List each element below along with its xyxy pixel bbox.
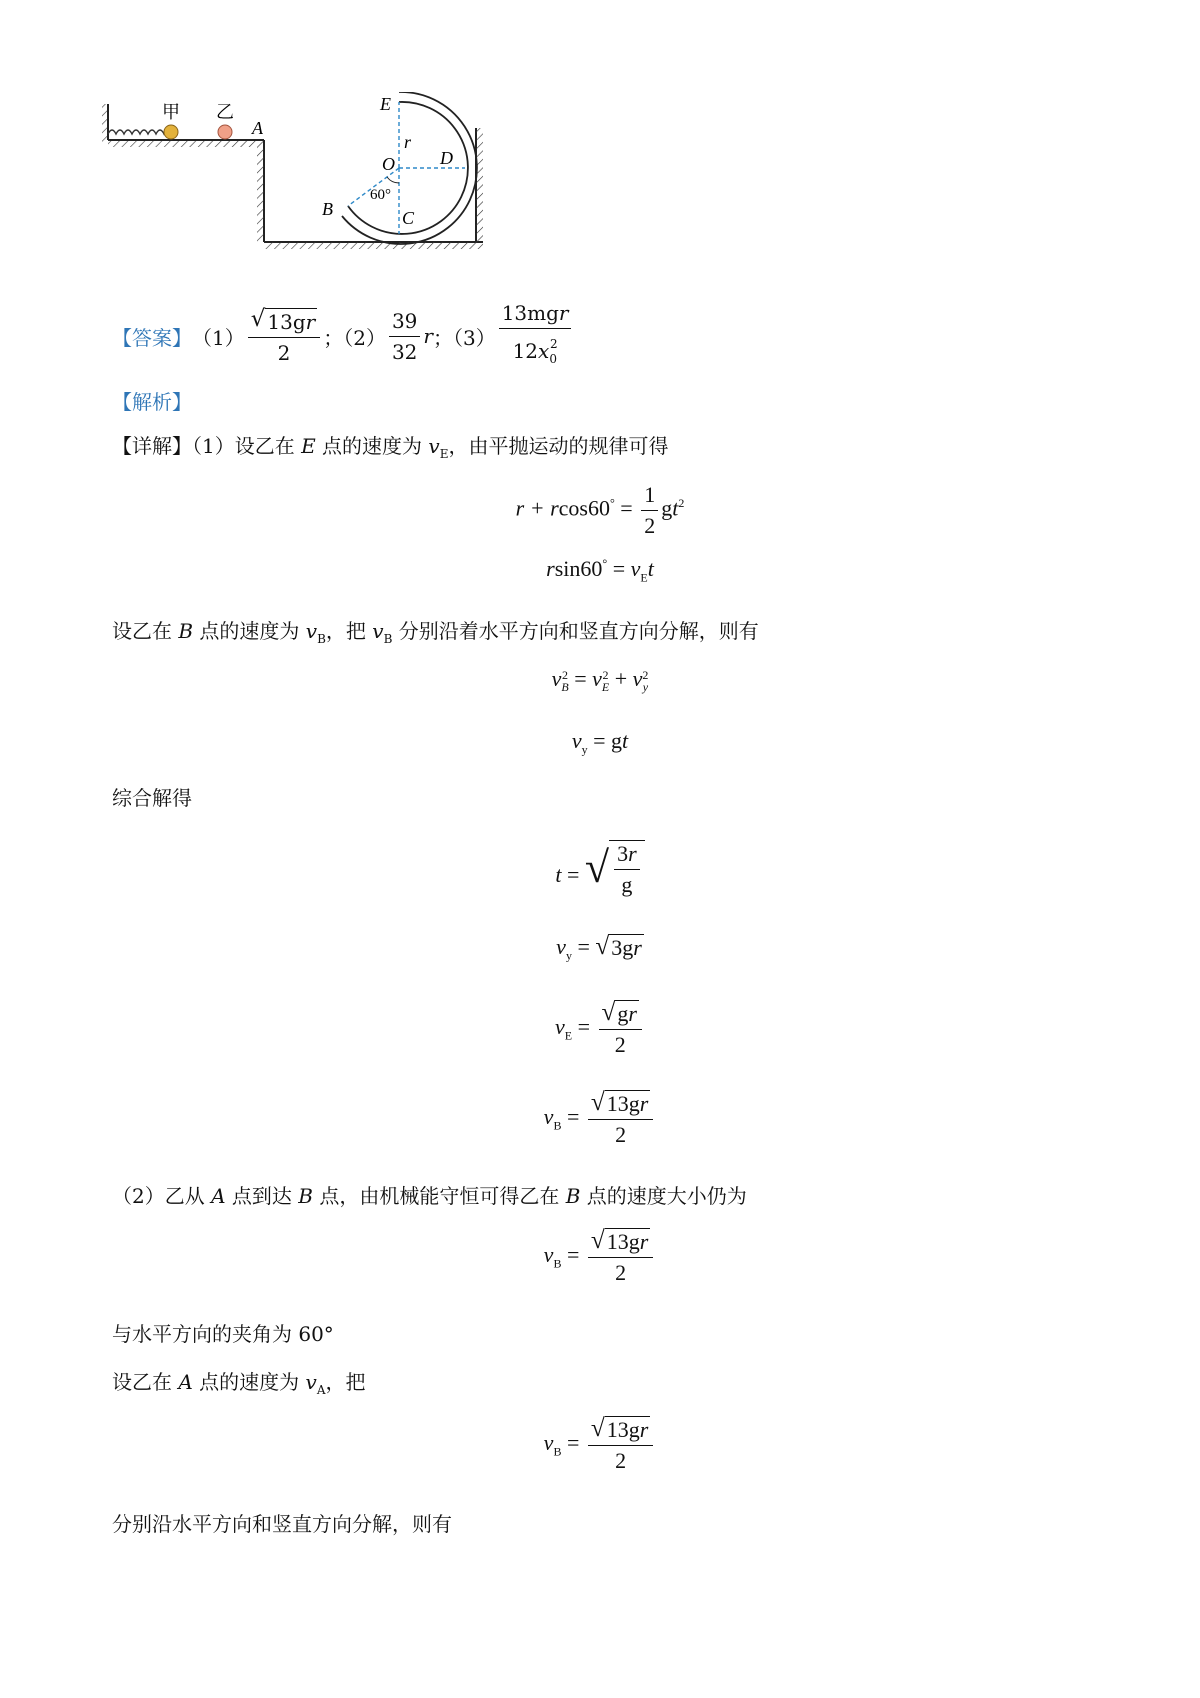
eq7-v: v [555, 1014, 565, 1040]
detail-label: 【详解】 [112, 434, 192, 458]
eq10-sB: B [553, 1444, 562, 1459]
eq1-g: g [661, 495, 673, 521]
text-line-6 [112, 1368, 366, 1404]
eq1-fraction [641, 482, 658, 539]
eq5-r: r [628, 841, 637, 866]
text-line-7: 分别沿水平方向和竖直方向分解，则有 [112, 1512, 452, 1536]
text-line-2 [112, 617, 759, 653]
eq9-v: v [543, 1242, 554, 1268]
eq6-r: r [633, 935, 642, 960]
equation-1 [0, 482, 1200, 539]
text2-s1: B [317, 632, 326, 646]
eq1-den: 2 [644, 513, 656, 538]
equation-10 [0, 1416, 1200, 1474]
eq3-sE: E [601, 679, 610, 694]
eq10-v: v [543, 1430, 554, 1456]
text2-c: ，把 [325, 619, 373, 643]
text6-s: A [316, 1383, 326, 1397]
eq6-v: v [556, 934, 566, 959]
label-A: A [252, 118, 263, 138]
eq1-equals: = [614, 495, 639, 521]
eq9-fraction: √ 13gr 2 [588, 1228, 653, 1286]
eq9-r: r [639, 1229, 649, 1254]
text6-v: v [305, 1370, 317, 1394]
eq3-sup3: 2 [642, 667, 649, 682]
text2-d: 分别沿着水平方向和竖直方向分解，则有 [392, 619, 759, 643]
answer3-denominator: 12 [512, 339, 539, 363]
eq5-equals: = [561, 862, 585, 887]
text-line-5: 与水平方向的夹角为 60° [112, 1322, 334, 1346]
eq4-sy: y [581, 742, 588, 757]
eq8-r: r [639, 1091, 649, 1116]
eq6-equals: = [571, 934, 596, 959]
eq5-t: t [555, 862, 562, 887]
physics-diagram [100, 92, 530, 272]
text4-d: 点的速度大小仍为 [580, 1184, 747, 1208]
right-wall-hatch [476, 128, 483, 242]
eq6-sqrt: √ 3gr [595, 932, 642, 960]
text4-B: B [298, 1184, 313, 1208]
eq7-rad: g [617, 1001, 629, 1026]
text-line-4 [112, 1182, 747, 1210]
answer3-sup: 2 [549, 337, 558, 351]
answer-separator-2: ；（3） [432, 325, 496, 350]
eq10-rad: 13g [606, 1417, 640, 1442]
eq8-den: 2 [615, 1122, 627, 1147]
eq3-plus: + [609, 666, 633, 691]
answer3-sub: 0 [549, 352, 557, 366]
eq6-rad: 3g [611, 935, 634, 960]
label-yi: 乙 [216, 102, 234, 122]
eq6-sy: y [565, 948, 572, 963]
eq9-den: 2 [615, 1260, 627, 1285]
answer1-radicand: 13g [267, 310, 306, 334]
analysis-label: 【解析】 [112, 390, 192, 414]
text2-s2: B [383, 632, 393, 646]
ball-yi [218, 125, 232, 139]
ball-jia [164, 125, 178, 139]
answer2-denominator: 32 [391, 339, 418, 364]
eq8-fraction: √ 13gr 2 [588, 1090, 653, 1148]
text6-A: A [178, 1370, 193, 1394]
label-E: E [380, 94, 391, 114]
eq7-den: 2 [614, 1032, 626, 1057]
answer-line [112, 300, 574, 372]
detail-point-E: E [301, 434, 316, 458]
eq9-rad: 13g [606, 1229, 640, 1254]
text-line-3: 综合解得 [112, 786, 192, 810]
answer3-numerator: 13mg [501, 301, 559, 325]
text4-A: A [211, 1184, 226, 1208]
eq2-deg: ° [602, 556, 608, 571]
eq1-deg: ° [609, 496, 615, 511]
label-C: C [402, 208, 415, 228]
label-r: r [404, 132, 412, 152]
detail-text-a: （1）设乙在 [192, 434, 302, 458]
answer3-x: x [538, 339, 550, 363]
text2-v2: v [372, 619, 384, 643]
floor-hatch [264, 242, 483, 249]
answer2-fraction [389, 308, 420, 365]
label-angle: 60° [370, 187, 391, 203]
text6-c: ，把 [325, 1370, 366, 1394]
text2-B: B [178, 619, 194, 643]
eq5-den: g [621, 872, 633, 897]
label-O: O [382, 154, 395, 174]
label-jia: 甲 [162, 102, 180, 122]
eq2-v: v [630, 556, 641, 581]
eq3-equals: = [568, 666, 593, 691]
eq10-r: r [639, 1417, 649, 1442]
answer1-fraction: √ 13gr 2 [248, 306, 320, 366]
answer1-var: r [305, 310, 316, 334]
platform-hatch [108, 140, 264, 147]
text2-v1: v [305, 619, 318, 643]
equation-6 [0, 934, 1200, 963]
eq7-sE: E [564, 1028, 573, 1043]
eq1-t: t [672, 495, 679, 521]
eq10-den: 2 [615, 1448, 627, 1473]
eq8-sB: B [553, 1118, 562, 1133]
detail-text-b: 点的速度为 [315, 434, 429, 458]
eq2-sub: E [640, 570, 648, 585]
eq3-v2: v [592, 666, 602, 691]
eq7-equals: = [572, 1014, 596, 1040]
label-D: D [440, 148, 453, 168]
step-wall-hatch [257, 147, 264, 242]
eq2-equals: = [607, 556, 631, 581]
eq4-equals: = g [587, 728, 623, 753]
answer2-var: r [423, 324, 433, 348]
eq1-sup: 2 [678, 496, 685, 511]
eq3-v1: v [551, 666, 562, 691]
eq10-equals: = [561, 1430, 585, 1456]
eq2-t: t [647, 556, 654, 581]
answer3-fraction [499, 300, 572, 372]
equation-9 [0, 1228, 1200, 1286]
eq1-cos: cos60 [558, 495, 610, 521]
eq9-sB: B [553, 1256, 562, 1271]
eq2-sin: sin60 [554, 556, 603, 581]
eq3-sB: B [561, 679, 569, 694]
label-B: B [322, 199, 333, 219]
text4-c: 点，由机械能守恒可得乙在 [312, 1184, 566, 1208]
detail-v: v [428, 434, 440, 458]
text2-b: 点的速度为 [193, 619, 306, 643]
eq7-r: r [628, 1001, 637, 1026]
detail-v-sub: E [439, 447, 449, 461]
eq5-sqrt: √ $\frac{3r}{g}$ [585, 840, 645, 898]
equation-8 [0, 1090, 1200, 1148]
answer-separator-1: ；（2） [323, 325, 386, 350]
text4-a: （2）乙从 [112, 1184, 212, 1208]
equation-5 [0, 840, 1200, 898]
eq3-sup1: 2 [562, 667, 569, 682]
eq8-equals: = [561, 1104, 585, 1130]
eq3-v3: v [632, 666, 643, 691]
answer2-numerator: 39 [389, 308, 420, 337]
answer3-var: r [558, 301, 569, 325]
answer-label: 【答案】 [112, 325, 192, 350]
eq1-num: 1 [641, 482, 658, 511]
eq9-equals: = [561, 1242, 585, 1268]
equation-3 [0, 666, 1200, 693]
text6-b: 点的速度为 [192, 1370, 306, 1394]
equation-2 [0, 556, 1200, 585]
detail-line-1 [112, 432, 669, 468]
eq3-sy: y [642, 679, 649, 694]
eq3-sup2: 2 [602, 667, 609, 682]
eq8-v: v [543, 1104, 554, 1130]
text2-a: 设乙在 [112, 619, 179, 643]
answer1-denominator: 2 [277, 341, 291, 365]
eq7-fraction: √ gr 2 [599, 1000, 642, 1058]
text6-a: 设乙在 [112, 1370, 179, 1394]
answer-part1-label: （1） [192, 325, 245, 350]
equation-7 [0, 1000, 1200, 1058]
detail-text-c: ，由平抛运动的规律可得 [448, 434, 669, 458]
eq5-num: 3 [617, 841, 629, 866]
equation-4 [0, 728, 1200, 757]
eq2-r: r [546, 556, 555, 581]
eq10-fraction: √ 13gr 2 [588, 1416, 653, 1474]
eq4-v: v [571, 728, 582, 753]
eq1-left: r + r [515, 495, 559, 521]
text4-b: 点到达 [225, 1184, 299, 1208]
eq4-t: t [622, 728, 629, 753]
text4-B2: B [565, 1184, 581, 1208]
angle-arc [387, 177, 399, 183]
eq8-rad: 13g [606, 1091, 640, 1116]
